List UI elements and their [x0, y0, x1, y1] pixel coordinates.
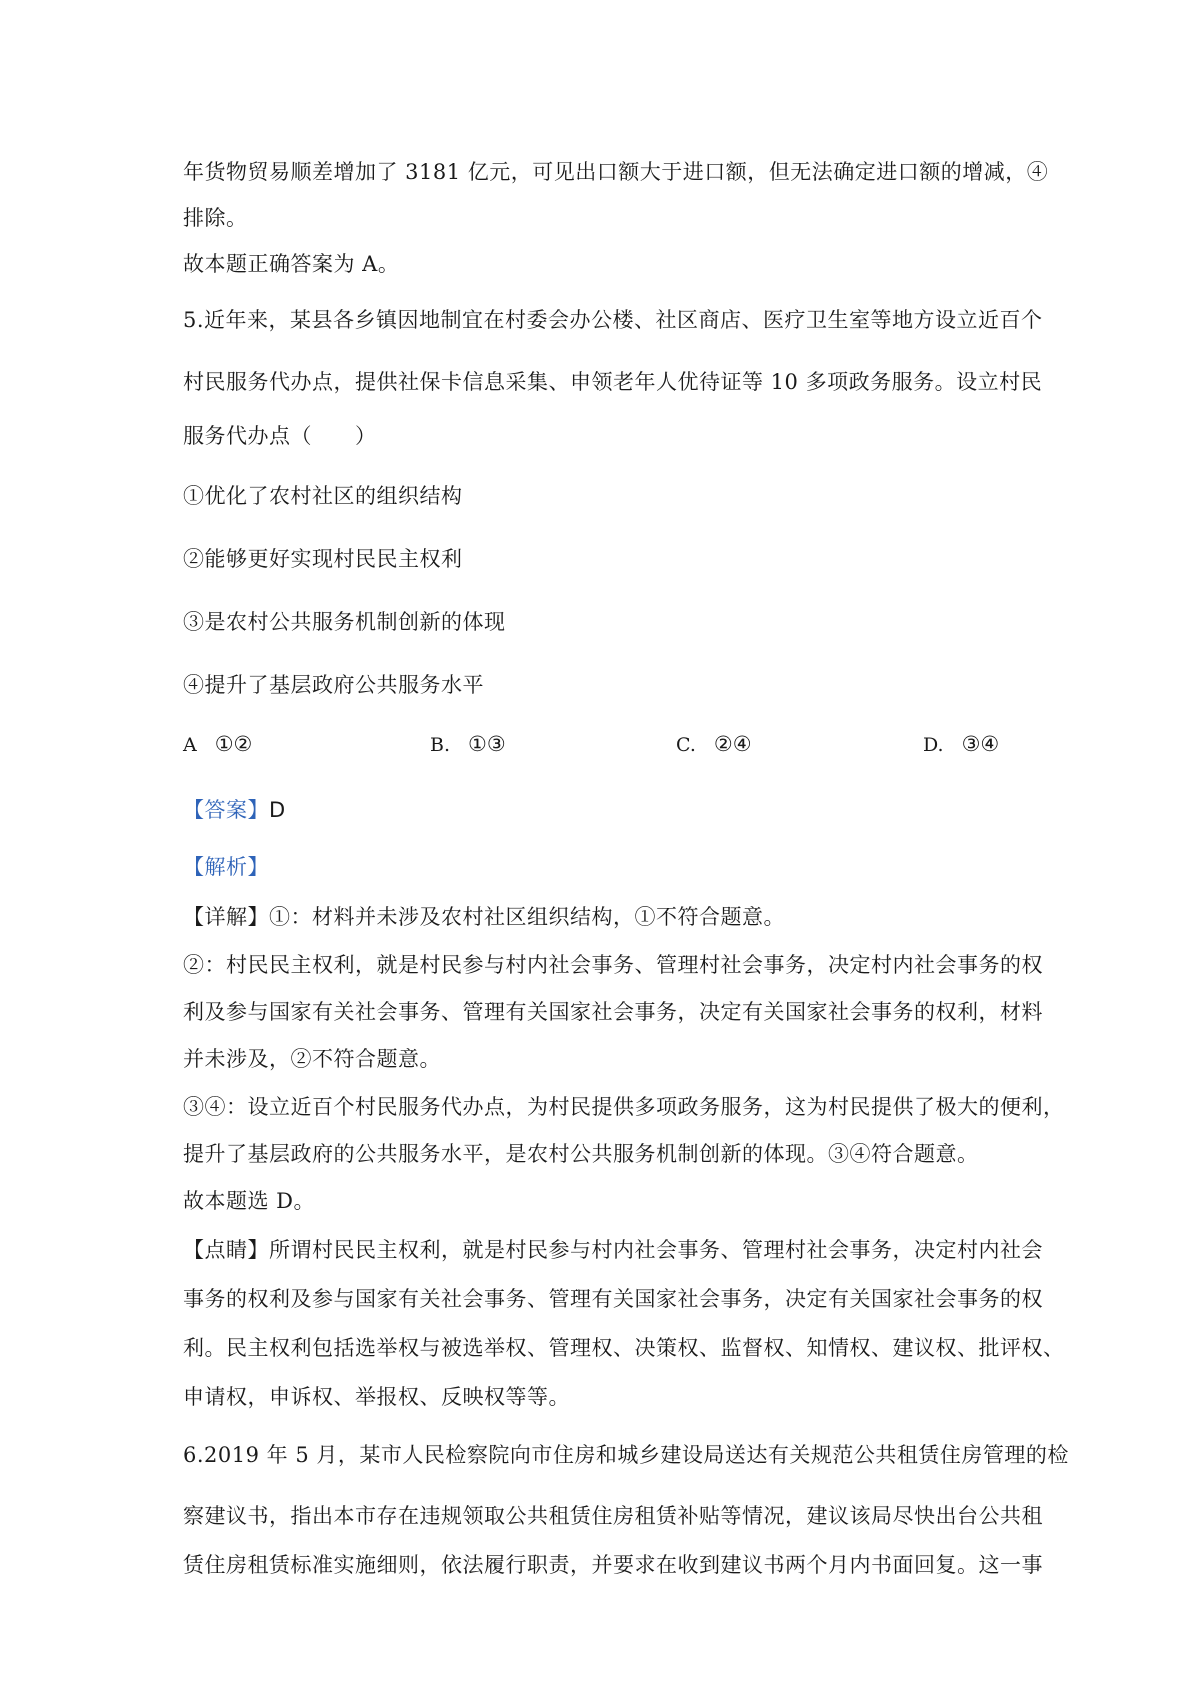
- answer-value: D: [269, 798, 286, 822]
- q6-stem-line-3: 赁住房租赁标准实施细则，依法履行职责，并要求在收到建议书两个月内书面回复。这一事: [183, 1553, 1043, 1577]
- q5-statement-2: ②能够更好实现村民民主权利: [183, 547, 463, 571]
- q5-tip-line-2: 事务的权利及参与国家有关社会事务、管理有关国家社会事务，决定有关国家社会事务的权: [183, 1287, 1043, 1311]
- q5-stem-line-3: 服务代办点（ ）: [183, 424, 377, 448]
- q5-option-d-text: ③④: [961, 732, 1000, 756]
- q5-tip-line-3: 利。民主权利包括选举权与被选举权、管理权、决策权、监督权、知情权、建议权、批评权、: [183, 1336, 1065, 1360]
- q5-detail-line-1: 【详解】①：材料并未涉及农村社区组织结构，①不符合题意。: [183, 905, 785, 929]
- q5-detail-line-5: ③④：设立近百个村民服务代办点，为村民提供多项政务服务，这为村民提供了极大的便利，: [183, 1095, 1065, 1119]
- q6-stem-line-2: 察建议书，指出本市存在违规领取公共租赁住房租赁补贴等情况，建议该局尽快出台公共租: [183, 1504, 1043, 1528]
- q5-option-a: [183, 730, 252, 759]
- q5-stem-line-1: 5.近年来，某县各乡镇因地制宜在村委会办公楼、社区商店、医疗卫生室等地方设立近百个: [183, 308, 1043, 332]
- q5-stem-line-2: 村民服务代办点，提供社保卡信息采集、申领老年人优待证等 10 多项政务服务。设立村民: [183, 370, 1043, 394]
- q6-stem-line-1: 6.2019 年 5 月，某市人民检察院向市住房和城乡建设局送达有关规范公共租赁住房管理的检: [183, 1443, 1069, 1467]
- q5-tip-line-4: 申请权，申诉权、举报权、反映权等等。: [183, 1385, 570, 1409]
- continuation-line-1: 年货物贸易顺差增加了 3181 亿元，可见出口额大于进口额，但无法确定进口额的增减，④: [183, 160, 1049, 184]
- q5-detail-line-4: 并未涉及，②不符合题意。: [183, 1047, 441, 1071]
- q5-option-b-text: ①③: [468, 732, 506, 756]
- q5-option-c-letter: C.: [676, 734, 696, 756]
- q5-detail-line-3: 利及参与国家有关社会事务、管理有关国家社会事务，决定有关国家社会事务的权利，材料: [183, 1000, 1043, 1024]
- q5-option-d-letter: D.: [923, 734, 944, 756]
- answer-tag: 【答案】: [183, 798, 269, 822]
- q5-option-c-text: ②④: [713, 732, 752, 756]
- q5-detail-line-6: 提升了基层政府的公共服务水平，是农村公共服务机制创新的体现。③④符合题意。: [183, 1142, 979, 1166]
- q5-statement-4: ④提升了基层政府公共服务水平: [183, 673, 484, 697]
- q5-option-a-letter: A: [183, 734, 197, 756]
- q5-option-b-letter: B.: [430, 734, 451, 756]
- q5-detail-conclusion: 故本题选 D。: [183, 1189, 316, 1213]
- q5-statement-3: ③是农村公共服务机制创新的体现: [183, 610, 506, 634]
- q5-tip-line-1: 【点睛】所谓村民民主权利，就是村民参与村内社会事务、管理村社会事务，决定村内社会: [183, 1238, 1043, 1262]
- analysis-tag: 【解析】: [183, 855, 269, 879]
- continuation-line-2: 排除。: [183, 206, 248, 230]
- q5-answer: [183, 796, 286, 824]
- q5-option-b: [430, 730, 506, 759]
- q5-statement-1: ①优化了农村社区的组织结构: [183, 484, 463, 508]
- q5-detail-line-2: ②：村民民主权利，就是村民参与村内社会事务、管理村社会事务，决定村内社会事务的权: [183, 953, 1043, 977]
- q5-option-c: [676, 730, 752, 759]
- continuation-conclusion: 故本题正确答案为 A。: [183, 252, 400, 276]
- q5-option-a-text: ①②: [214, 732, 253, 756]
- q5-option-d: [923, 730, 999, 759]
